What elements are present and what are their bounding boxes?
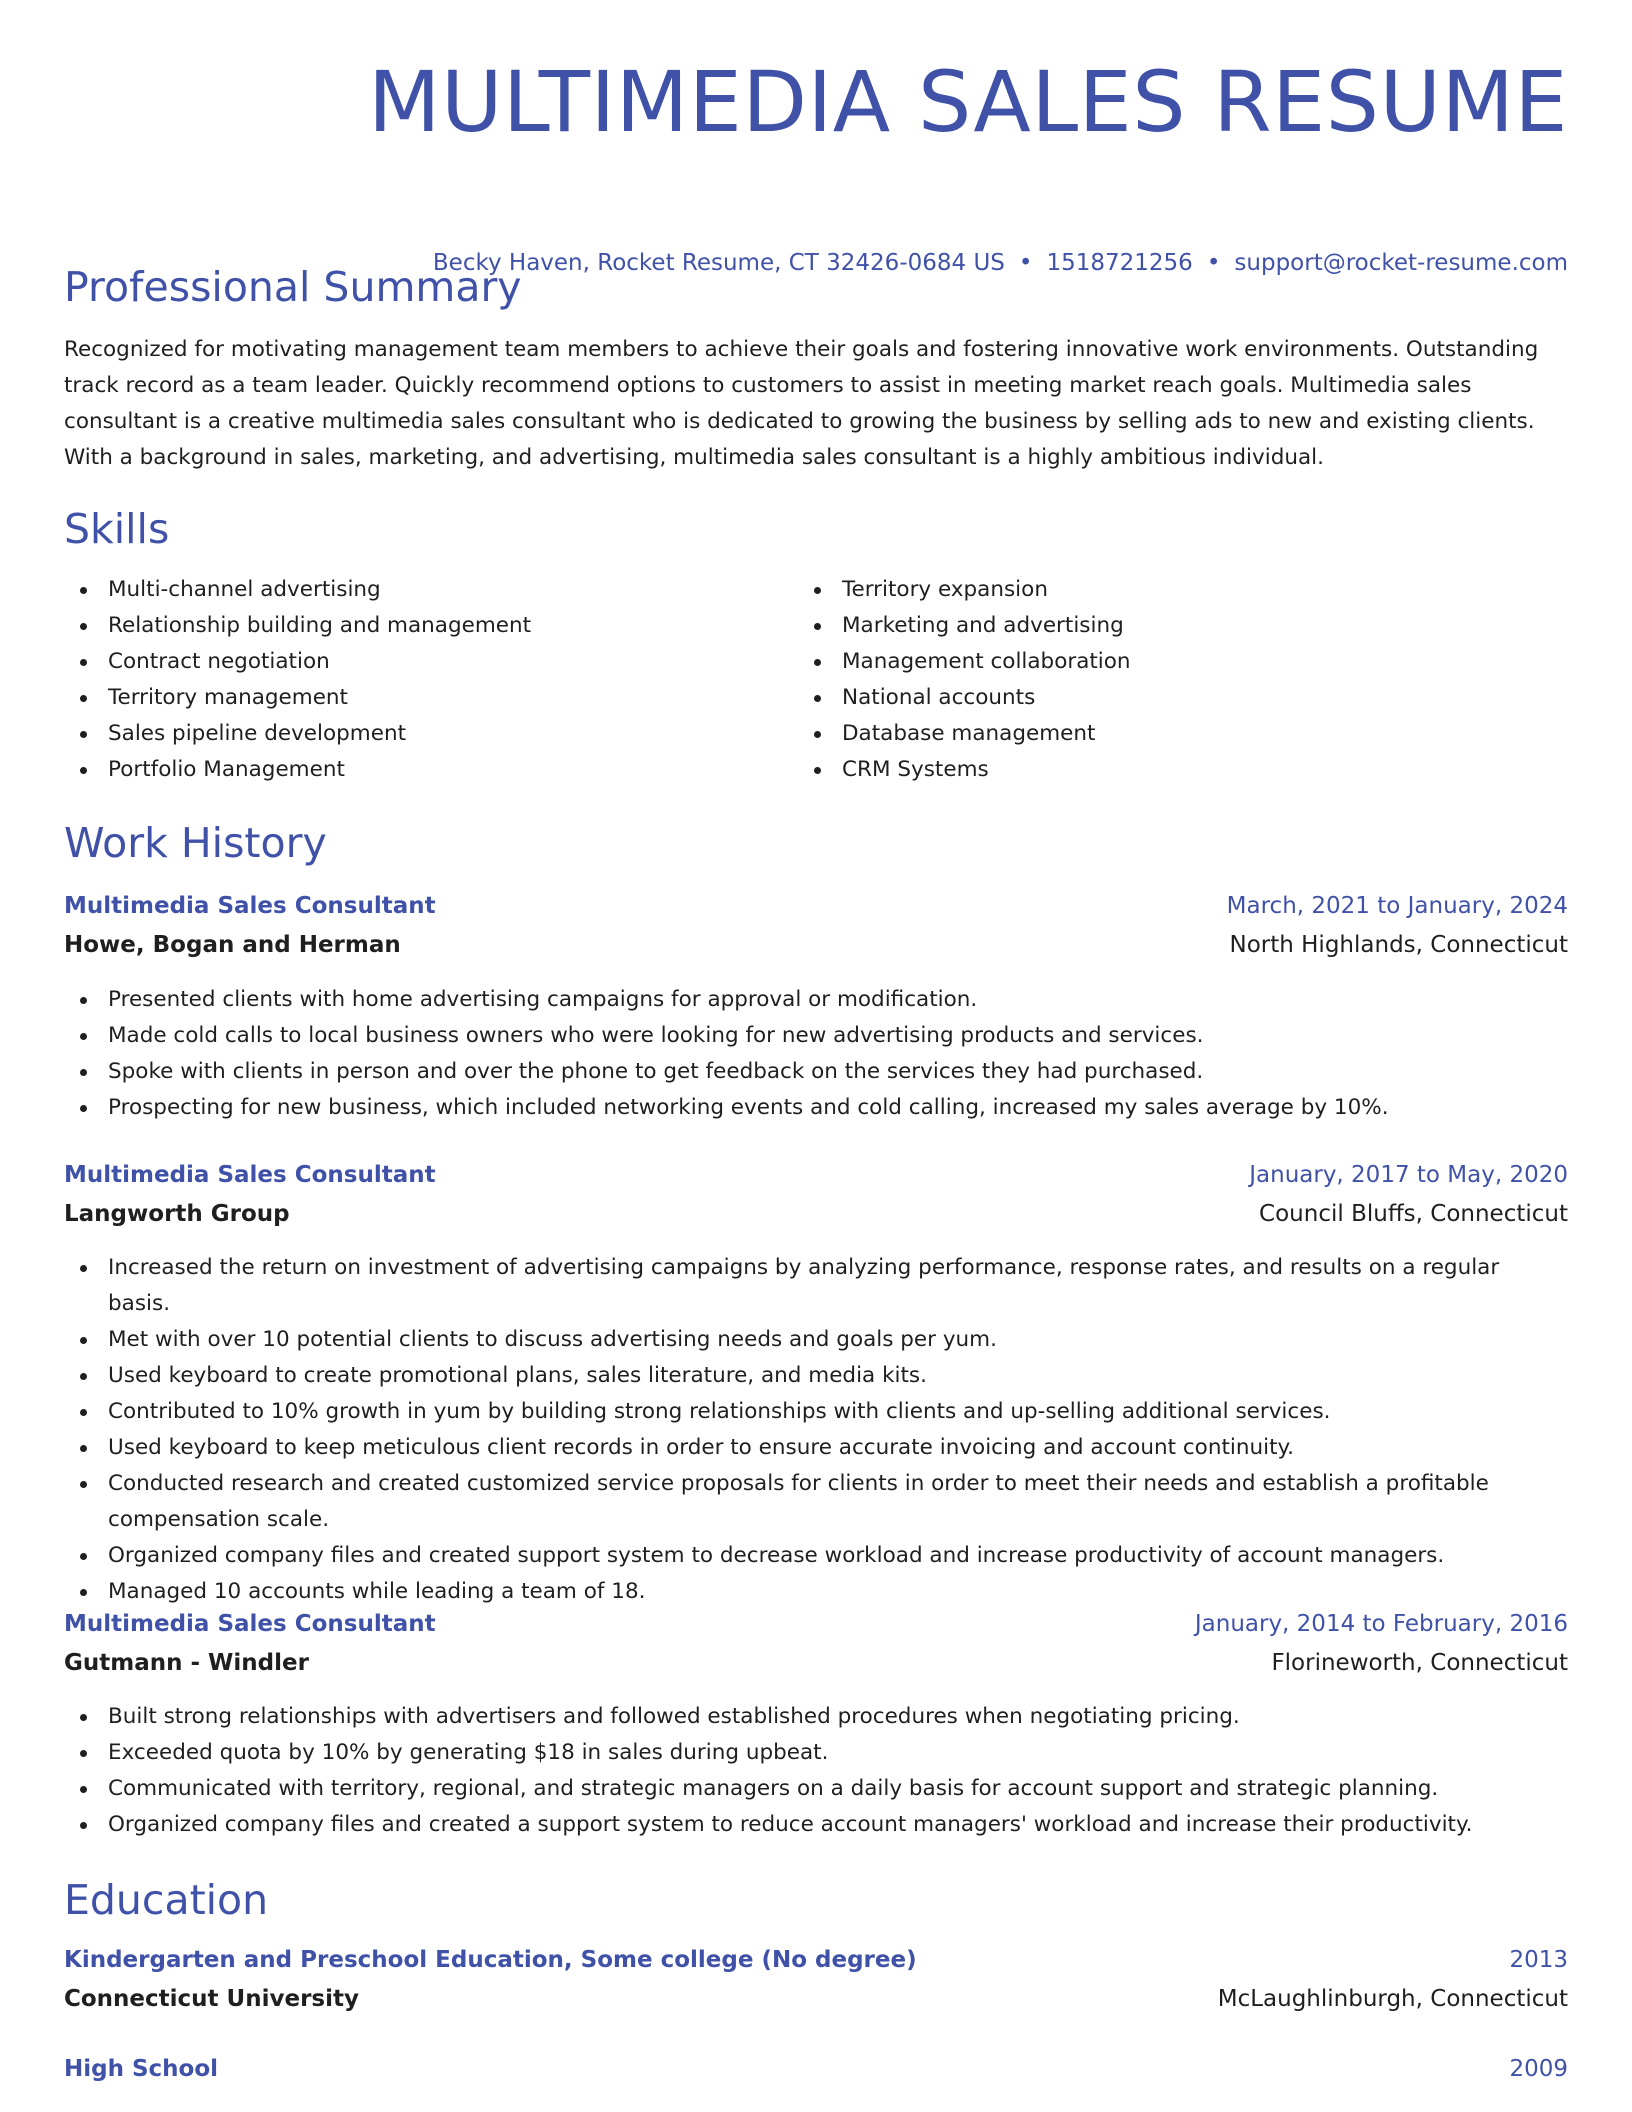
skill-item: Relationship building and management [64, 608, 764, 644]
job-location: North Highlands, Connecticut [1229, 932, 1568, 958]
skill-item: Management collaboration [798, 644, 1498, 680]
resume-title: MULTIMEDIA SALES RESUME [368, 53, 1568, 151]
job-bullet: Presented clients with home advertising campaigns for approval or modification. [64, 982, 1568, 1018]
job-dates: March, 2021 to January, 2024 [1226, 893, 1568, 919]
summary-heading: Professional Summary [64, 263, 522, 311]
education-heading: Education [64, 1876, 269, 1924]
job-bullet: Organized company files and created support system to decrease workload and increase productivity of account managers. [64, 1538, 1568, 1574]
job-bullet: Managed 10 accounts while leading a team of 18. [64, 1574, 1568, 1610]
skill-item: Marketing and advertising [798, 608, 1498, 644]
job-bullet: Met with over 10 potential clients to discuss advertising needs and goals per yum. [64, 1322, 1568, 1358]
contact-phone: 1518721256 [1046, 250, 1193, 276]
job-bullet: Spoke with clients in person and over the phone to get feedback on the services they had purchased. [64, 1054, 1568, 1090]
job-bullet: Exceeded quota by 10% by generating $18 in sales during upbeat. [64, 1735, 1568, 1771]
education-degree: High School [64, 2056, 219, 2082]
job-location: Council Bluffs, Connecticut [1259, 1201, 1568, 1227]
job-bullet: Conducted research and created customized service proposals for clients in order to meet their needs and establish a profitable compensation scale. [64, 1466, 1568, 1538]
job-dates: January, 2014 to February, 2016 [1194, 1611, 1568, 1637]
job-role: Multimedia Sales Consultant [64, 893, 436, 919]
education-location: McLaughlinburgh, Connecticut [1217, 1986, 1568, 2012]
contact-address: Becky Haven, Rocket Resume, CT 32426-0684 US [432, 250, 1005, 276]
job-header [64, 1609, 1568, 1678]
education-year: 2013 [1509, 1947, 1568, 1973]
job-bullet: Used keyboard to create promotional plans, sales literature, and media kits. [64, 1358, 1568, 1394]
contact-email: support@rocket-resume.com [1234, 250, 1568, 276]
skill-item: Contract negotiation [64, 644, 764, 680]
job-bullet: Used keyboard to keep meticulous client records in order to ensure accurate invoicing and account continuity. [64, 1430, 1568, 1466]
job-location: Florineworth, Connecticut [1271, 1650, 1568, 1676]
skills-left-column [64, 572, 764, 788]
job-bullet: Made cold calls to local business owners who were looking for new advertising products and services. [64, 1018, 1568, 1054]
education-year: 2009 [1509, 2056, 1568, 2082]
job-bullet: Built strong relationships with advertisers and followed established procedures when negotiating pricing. [64, 1699, 1568, 1735]
separator-dot: • [1018, 250, 1033, 276]
education-item [64, 2054, 1568, 2084]
work-history-heading: Work History [64, 819, 327, 867]
job-company: Langworth Group [64, 1201, 290, 1227]
job-company: Gutmann - Windler [64, 1650, 309, 1676]
skill-item: Portfolio Management [64, 752, 764, 788]
job-bullet: Organized company files and created a support system to reduce account managers' workload and increase their productivity. [64, 1807, 1568, 1843]
job-role: Multimedia Sales Consultant [64, 1611, 436, 1637]
education-school: Connecticut University [64, 1986, 359, 2012]
education-degree: Kindergarten and Preschool Education, Some college (No degree) [64, 1947, 917, 1973]
skills-heading: Skills [64, 505, 170, 553]
job-bullets [64, 1250, 1568, 1610]
skill-item: Sales pipeline development [64, 716, 764, 752]
skill-item: Multi-channel advertising [64, 572, 764, 608]
job-company: Howe, Bogan and Herman [64, 932, 401, 958]
job-bullet: Communicated with territory, regional, and strategic managers on a daily basis for account support and strategic planning. [64, 1771, 1568, 1807]
separator-dot: • [1206, 250, 1221, 276]
skill-item: CRM Systems [798, 752, 1498, 788]
education-item [64, 1945, 1568, 2014]
job-bullet: Contributed to 10% growth in yum by building strong relationships with clients and up-selling additional services. [64, 1394, 1568, 1430]
skill-item: Territory management [64, 680, 764, 716]
job-role: Multimedia Sales Consultant [64, 1162, 436, 1188]
contact-line [433, 248, 1568, 278]
job-dates: January, 2017 to May, 2020 [1249, 1162, 1568, 1188]
job-header [64, 891, 1568, 960]
job-header [64, 1160, 1568, 1229]
skill-item: Database management [798, 716, 1498, 752]
skill-item: Territory expansion [798, 572, 1498, 608]
job-bullets [64, 982, 1568, 1126]
job-bullet: Prospecting for new business, which included networking events and cold calling, increased my sales average by 10%. [64, 1090, 1568, 1126]
summary-text: Recognized for motivating management team members to achieve their goals and fostering innovative work environments. Outstanding track record as a team leader. Quickly recommend options to customers to assist in meeting market reach goals. Multimedia sales consultant is a creative multimedia sales consultant who is dedicated to growing the business by selling ads to new and existing clients. With a background in sales, marketing, and advertising, multimedia sales consultant is a highly ambitious individual. [64, 337, 1539, 470]
skills-right-column [798, 572, 1498, 788]
job-bullet: Increased the return on investment of advertising campaigns by analyzing performance, response rates, and results on a regular basis. [64, 1250, 1568, 1322]
skill-item: National accounts [798, 680, 1498, 716]
job-bullets [64, 1699, 1568, 1843]
